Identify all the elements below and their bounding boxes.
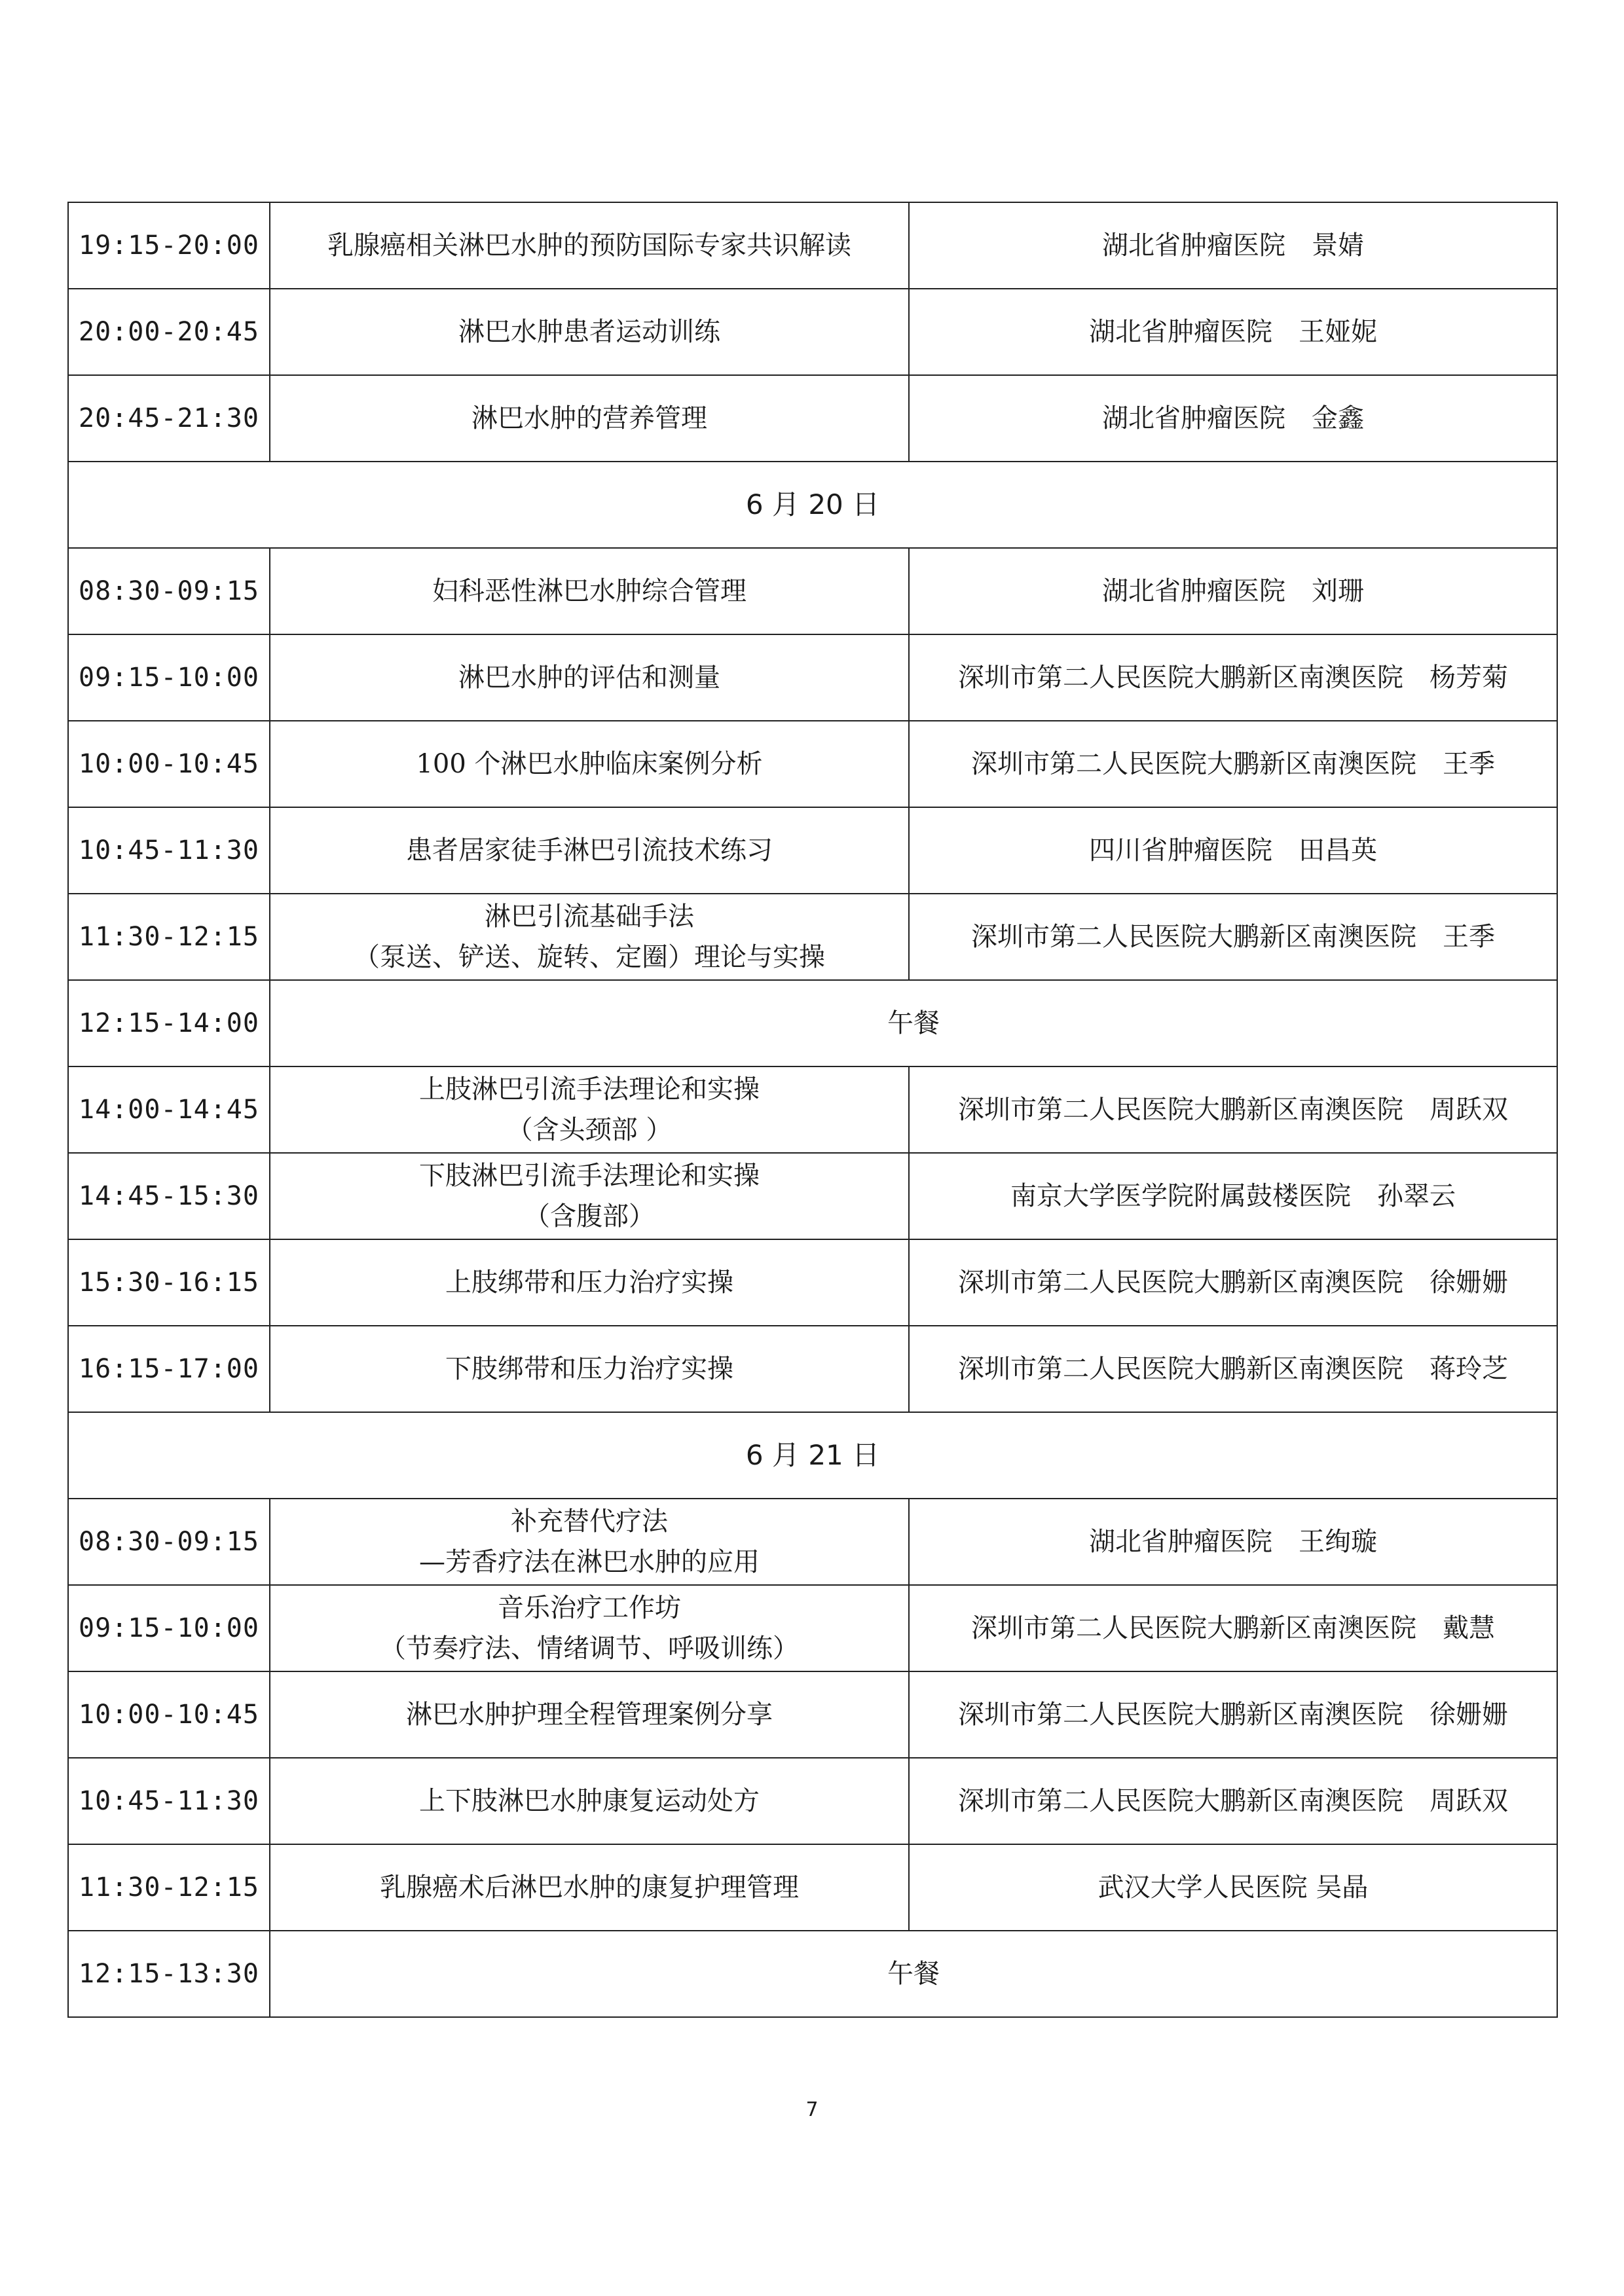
break-label: 午餐: [270, 1931, 1557, 2017]
topic-line-1: 补充替代疗法: [511, 1506, 668, 1537]
speaker-cell: 湖北省肿瘤医院 王娅妮: [909, 289, 1557, 375]
speaker-cell: 深圳市第二人民医院大鹏新区南澳医院 徐姗姗: [909, 1671, 1557, 1758]
speaker-cell: 深圳市第二人民医院大鹏新区南澳医院 蒋玲芝: [909, 1326, 1557, 1412]
topic-cell: 乳腺癌相关淋巴水肿的预防国际专家共识解读: [270, 202, 909, 289]
session-row: [68, 375, 1557, 462]
topic-cell: [270, 1499, 909, 1585]
topic-cell: 淋巴水肿护理全程管理案例分享: [270, 1671, 909, 1758]
speaker-cell: 深圳市第二人民医院大鹏新区南澳医院 戴慧: [909, 1585, 1557, 1671]
topic-line-2: （泵送、铲送、旋转、定圈）理论与实操: [354, 942, 825, 972]
speaker-cell: 南京大学医学院附属鼓楼医院 孙翠云: [909, 1153, 1557, 1239]
topic-line-2: （含头颈部 ）: [506, 1115, 673, 1145]
session-row: [68, 1066, 1557, 1153]
topic-cell: 100 个淋巴水肿临床案例分析: [270, 721, 909, 807]
day-header: 6 月 21 日: [68, 1412, 1557, 1499]
time-cell: 11:30-12:15: [68, 894, 270, 980]
session-row: [68, 1239, 1557, 1326]
topic-cell: 淋巴水肿的评估和测量: [270, 634, 909, 721]
speaker-cell: 湖北省肿瘤医院 景婧: [909, 202, 1557, 289]
schedule-table: [67, 202, 1558, 2018]
session-row: [68, 1671, 1557, 1758]
time-cell: 16:15-17:00: [68, 1326, 270, 1412]
session-row: [68, 289, 1557, 375]
topic-line-2: （含腹部）: [524, 1201, 655, 1231]
break-label: 午餐: [270, 980, 1557, 1066]
time-cell: 11:30-12:15: [68, 1844, 270, 1931]
topic-cell: 妇科恶性淋巴水肿综合管理: [270, 548, 909, 634]
session-row: [68, 1326, 1557, 1412]
session-row: [68, 1153, 1557, 1239]
day-header-row: [68, 462, 1557, 548]
page-number: 7: [805, 2098, 819, 2121]
time-cell: 10:00-10:45: [68, 721, 270, 807]
session-row: [68, 548, 1557, 634]
topic-cell: [270, 1585, 909, 1671]
break-row: [68, 1931, 1557, 2017]
time-cell: 12:15-14:00: [68, 980, 270, 1066]
speaker-cell: 深圳市第二人民医院大鹏新区南澳医院 杨芳菊: [909, 634, 1557, 721]
day-header-row: [68, 1412, 1557, 1499]
time-cell: 19:15-20:00: [68, 202, 270, 289]
speaker-cell: 深圳市第二人民医院大鹏新区南澳医院 徐姗姗: [909, 1239, 1557, 1326]
topic-line-1: 淋巴引流基础手法: [485, 902, 694, 932]
session-row: [68, 807, 1557, 894]
topic-cell: 淋巴水肿患者运动训练: [270, 289, 909, 375]
time-cell: 09:15-10:00: [68, 634, 270, 721]
time-cell: 20:45-21:30: [68, 375, 270, 462]
session-row: [68, 1758, 1557, 1844]
session-row: [68, 202, 1557, 289]
time-cell: 09:15-10:00: [68, 1585, 270, 1671]
topic-cell: [270, 894, 909, 980]
time-cell: 12:15-13:30: [68, 1931, 270, 2017]
topic-cell: [270, 1153, 909, 1239]
topic-line-1: 上肢淋巴引流手法理论和实操: [419, 1074, 760, 1104]
speaker-cell: 湖北省肿瘤医院 王绚璇: [909, 1499, 1557, 1585]
day-header: 6 月 20 日: [68, 462, 1557, 548]
topic-cell: 患者居家徒手淋巴引流技术练习: [270, 807, 909, 894]
session-row: [68, 1585, 1557, 1671]
time-cell: 08:30-09:15: [68, 1499, 270, 1585]
topic-cell: 下肢绑带和压力治疗实操: [270, 1326, 909, 1412]
session-row: [68, 721, 1557, 807]
topic-cell: 淋巴水肿的营养管理: [270, 375, 909, 462]
time-cell: 14:00-14:45: [68, 1066, 270, 1153]
time-cell: 20:00-20:45: [68, 289, 270, 375]
time-cell: 08:30-09:15: [68, 548, 270, 634]
speaker-cell: 湖北省肿瘤医院 金鑫: [909, 375, 1557, 462]
topic-cell: [270, 1066, 909, 1153]
speaker-cell: 武汉大学人民医院 吴晶: [909, 1844, 1557, 1931]
speaker-cell: 深圳市第二人民医院大鹏新区南澳医院 周跃双: [909, 1758, 1557, 1844]
topic-line-2: （节奏疗法、情绪调节、呼吸训练）: [380, 1633, 799, 1664]
session-row: [68, 1844, 1557, 1931]
topic-line-1: 音乐治疗工作坊: [498, 1593, 681, 1623]
session-row: [68, 634, 1557, 721]
time-cell: 15:30-16:15: [68, 1239, 270, 1326]
time-cell: 14:45-15:30: [68, 1153, 270, 1239]
speaker-cell: 深圳市第二人民医院大鹏新区南澳医院 王季: [909, 894, 1557, 980]
time-cell: 10:45-11:30: [68, 1758, 270, 1844]
speaker-cell: 四川省肿瘤医院 田昌英: [909, 807, 1557, 894]
speaker-cell: 深圳市第二人民医院大鹏新区南澳医院 周跃双: [909, 1066, 1557, 1153]
time-cell: 10:00-10:45: [68, 1671, 270, 1758]
topic-line-2: —芳香疗法在淋巴水肿的应用: [419, 1547, 760, 1577]
speaker-cell: 深圳市第二人民医院大鹏新区南澳医院 王季: [909, 721, 1557, 807]
topic-cell: 上肢绑带和压力治疗实操: [270, 1239, 909, 1326]
session-row: [68, 894, 1557, 980]
speaker-cell: 湖北省肿瘤医院 刘珊: [909, 548, 1557, 634]
break-row: [68, 980, 1557, 1066]
topic-cell: 乳腺癌术后淋巴水肿的康复护理管理: [270, 1844, 909, 1931]
topic-line-1: 下肢淋巴引流手法理论和实操: [419, 1161, 760, 1191]
session-row: [68, 1499, 1557, 1585]
topic-cell: 上下肢淋巴水肿康复运动处方: [270, 1758, 909, 1844]
time-cell: 10:45-11:30: [68, 807, 270, 894]
